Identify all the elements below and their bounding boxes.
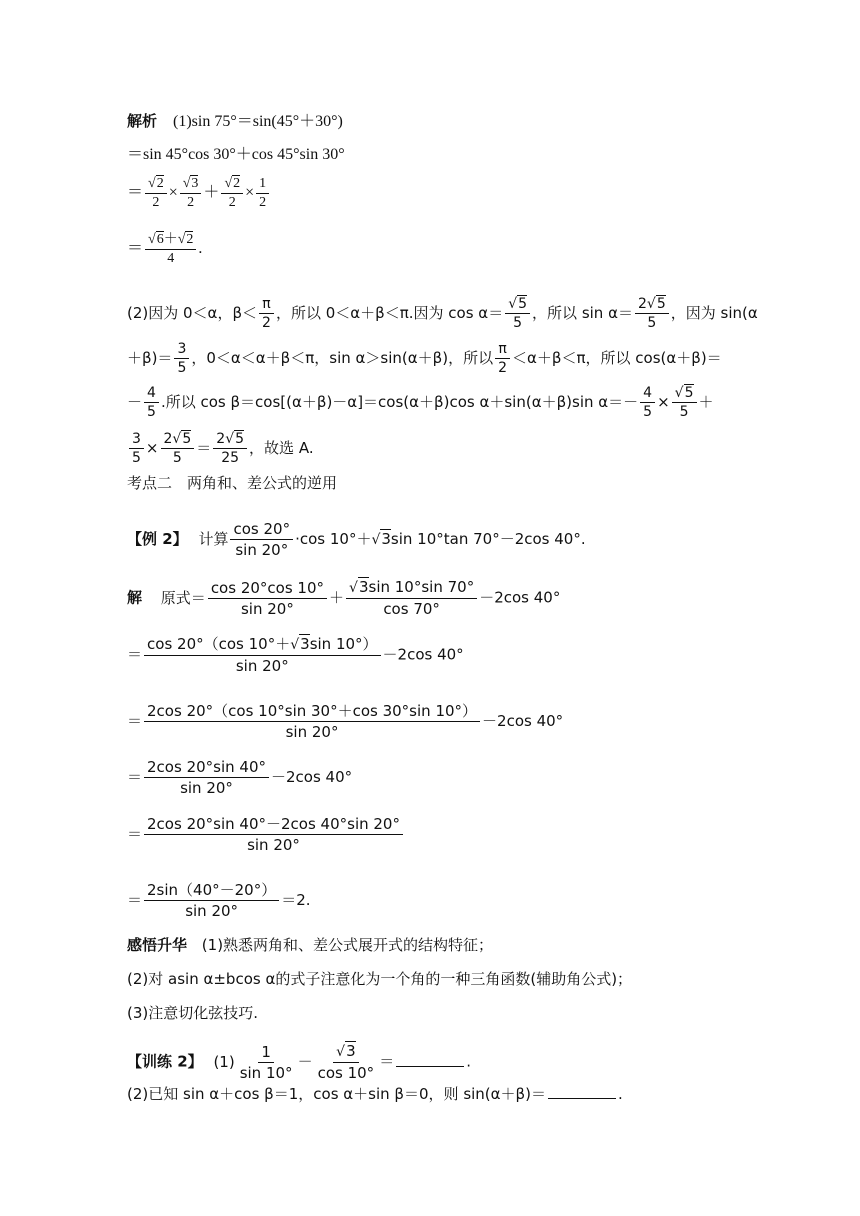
fraction: $\frac{√6+√2}{4}$ (145, 232, 196, 267)
training-label: 【训练 2】 (127, 1052, 203, 1071)
section-title: 考点二 两角和、差公式的逆用 (127, 474, 338, 492)
fraction: $\frac{√2}{2}$ (221, 176, 243, 211)
example-2: 【例 2】 计算 $\frac{\cos 20^\circ}{\sin 20^\circ}$ ·cos 10°＋√3sin 10°tan 70°－2cos 40°. (127, 520, 586, 559)
solution-label: 解析 (127, 112, 158, 130)
solution-line-3: ＝ $\frac{√2}{2}$ × $\frac{√3}{2}$ ＋ $\frac{√2}{2}$ × $\frac{1}{2}$ (127, 176, 271, 211)
insight-line-2: (2)对 asin α±bcos α的式子注意化为一个角的一种三角函数(辅助角公式)； (127, 970, 633, 988)
solution-line-2: ＝sin 45°cos 30°＋cos 45°sin 30° (127, 146, 345, 163)
fraction: $\frac{1}{2}$ (256, 176, 269, 211)
fraction: $\frac{\cos 20^\circ}{\sin 20^\circ}$ (230, 520, 293, 559)
fraction: $\frac{√2}{2}$ (145, 176, 167, 211)
fraction: $\frac{√3}{2}$ (180, 176, 202, 211)
answer-blank (396, 1052, 464, 1067)
insight-line-3: (3)注意切化弦技巧. (127, 1004, 259, 1022)
training-2-q2: (2)已知 sin α＋cos β＝1，cos α＋sin β＝0，则 sin(α＋β)＝ . (127, 1085, 623, 1103)
solution2-line-6: ＝ $\frac{2\sin(40^\circ-20^\circ)}{\sin 20^\circ}$ ＝2. (127, 881, 311, 920)
solution2-line-1: 解 原式＝ $\frac{\cos 20^\circ\cos 10^\circ}{\sin 20^\circ}$ ＋ $\frac{√3\sin 10^\circ\sin 70^\circ}{\cos 70^\circ}$ －2cos 40° (127, 578, 561, 618)
solution2-line-5: ＝ $\frac{2\cos 20^\circ\sin 40^\circ-2\cos 40^\circ\sin 20^\circ}{\sin 20^\circ}$ (127, 815, 405, 854)
answer-blank (548, 1084, 616, 1099)
part2-line-2: ＋β)＝ $\frac{3}{5}$ ，0＜α＜α＋β＜π，sin α＞sin(α＋β)，所以 $\frac{\pi}{2}$ ＜α＋β＜π，所以 cos(α＋β)＝ (127, 341, 722, 376)
part2-line-3: － $\frac{4}{5}$ .所以 cos β＝cos[(α＋β)－α]＝cos(α＋β)cos α＋sin(α＋β)sin α＝－ $\frac{4}{5}$ × $\frac{√5}{5}$ ＋ (127, 385, 714, 420)
solution-line-1 (127, 111, 343, 132)
part2-line-4: $\frac{3}{5}$ × $\frac{2√5}{5}$ ＝ $\frac{2√5}{25}$ ，故选 A. (127, 431, 314, 466)
solution2-line-3: ＝ $\frac{2\cos 20^\circ(\cos 10^\circ\sin 30^\circ+\cos 30^\circ\sin 10^\circ)}{\sin 20^\circ}$ －2cos 40° (127, 702, 564, 741)
example-label: 【例 2】 (127, 530, 188, 548)
solution-text: (1)sin 75°＝sin(45°＋30°) (173, 113, 343, 130)
insight-line-1: 感悟升华 (1)熟悉两角和、差公式展开式的结构特征； (127, 936, 494, 954)
solution-label: 解 (127, 588, 143, 607)
insight-label: 感悟升华 (127, 936, 188, 954)
solution-line-4: ＝ $\frac{√6+√2}{4}$ . (127, 232, 203, 266)
training-2-q1: 【训练 2】 (1) $\frac{1}{\sin 10^\circ}$ － $\frac{√3}{\cos 10^\circ}$ ＝ . (127, 1042, 471, 1082)
solution2-line-2: ＝ $\frac{\cos 20^\circ(\cos 10^\circ+√3\sin 10^\circ)}{\sin 20^\circ}$ －2cos 40° (127, 635, 464, 675)
solution2-line-4: ＝ $\frac{2\cos 20^\circ\sin 40^\circ}{\sin 20^\circ}$ －2cos 40° (127, 758, 353, 797)
part2-line-1: (2)因为 0＜α，β＜ $\frac{\pi}{2}$ ，所以 0＜α＋β＜π.因为 cos α＝ $\frac{√5}{5}$ ，所以 sin α＝ $\frac{2√5}{5}$ ，因为 sin(α (127, 296, 758, 331)
